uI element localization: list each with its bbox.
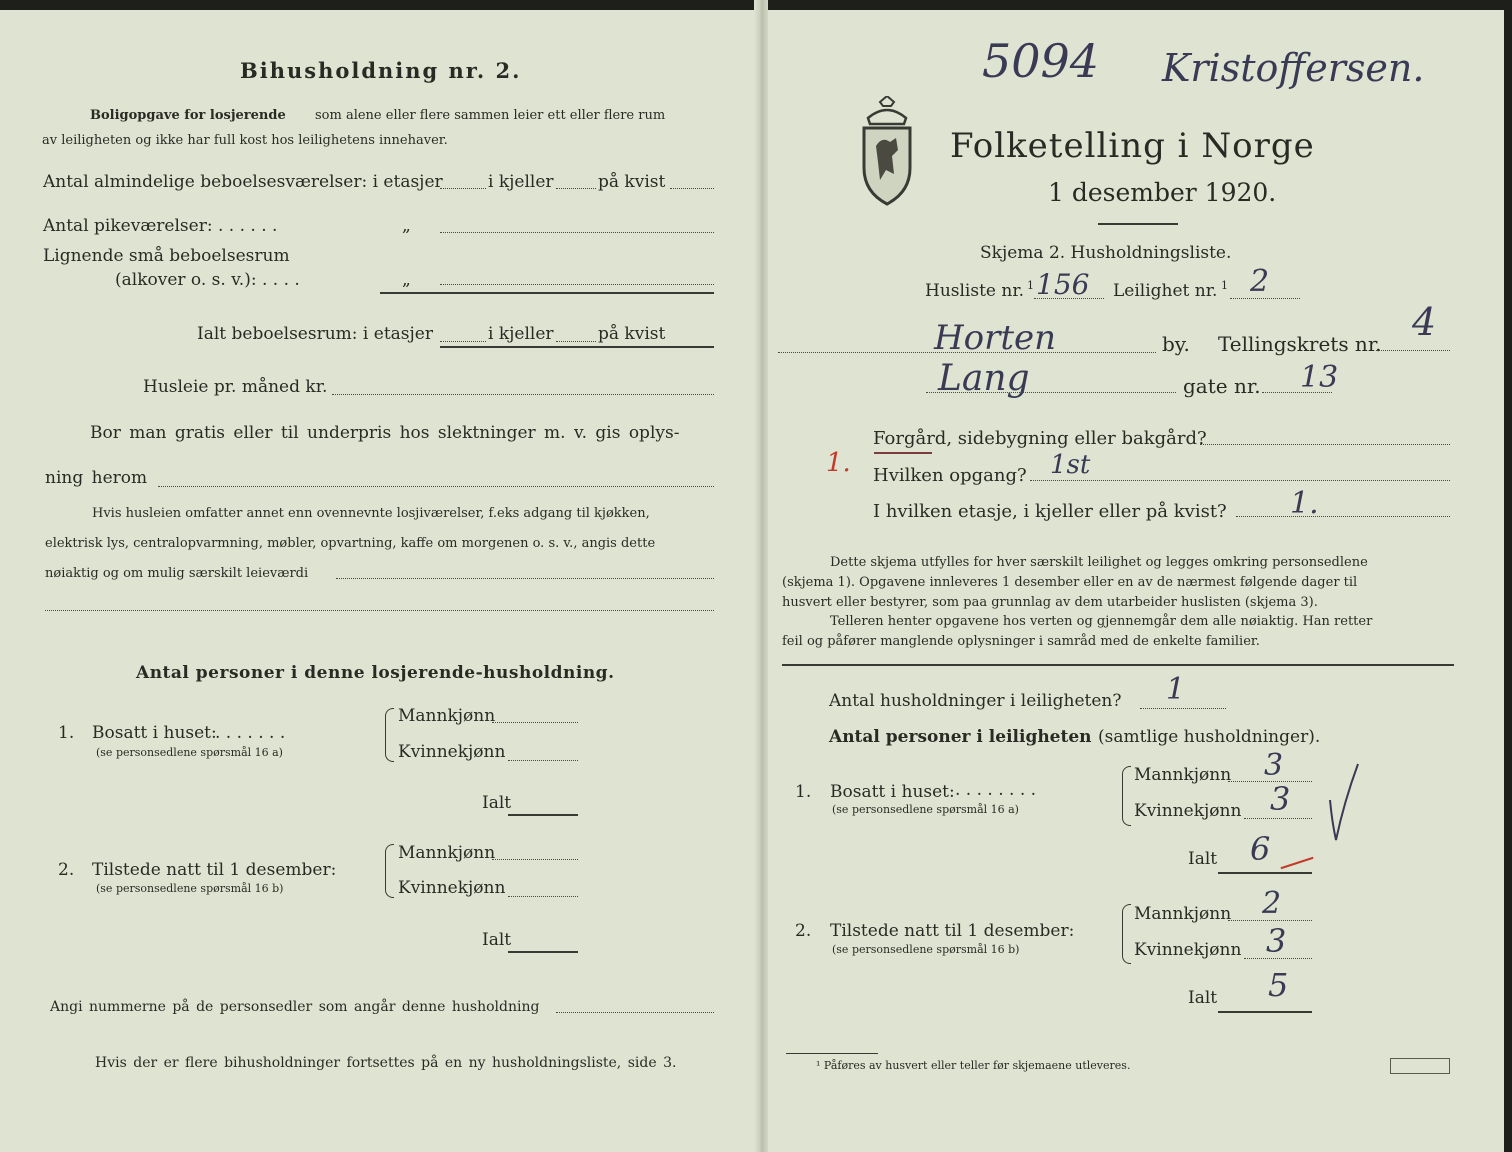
right-q1-kvinne-value[interactable]: 3 — [1270, 780, 1291, 818]
right-q2-brace — [1122, 904, 1131, 964]
gratis-line1: Bor man gratis eller til underpris hos slektninger m. v. gis oplys- — [90, 423, 680, 443]
rooms-label: Antal almindelige beboelsesværelser: i etasjer — [43, 172, 443, 192]
gate-nr-field[interactable] — [1262, 392, 1332, 393]
pike-ditto: „ — [402, 216, 411, 236]
left-q1-num: 1. — [58, 723, 75, 743]
right-q2-mann-field[interactable] — [1228, 920, 1312, 921]
info-line1: Dette skjema utfylles for hver særskilt leilighet og legges omkring personsedlene — [830, 555, 1368, 570]
right-q1-label: Bosatt i huset: — [830, 782, 955, 802]
lignende-field[interactable] — [440, 284, 714, 285]
right-q2-ialt-rule — [1218, 1011, 1312, 1013]
page-fold — [754, 0, 768, 1152]
left-q2-label: Tilstede natt til 1 desember: — [92, 860, 337, 880]
hvis-line3: nøiaktig og om mulig særskilt leieværdi — [45, 566, 309, 581]
gate-nr-value[interactable]: 13 — [1300, 360, 1339, 395]
hvis-field-2[interactable] — [45, 610, 714, 611]
ialt-rule — [440, 346, 714, 348]
opgang-label: Hvilken opgang? — [873, 465, 1027, 486]
left-heading: Bihusholdning nr. 2. — [240, 58, 522, 83]
leilighet-label: Leilighet nr. — [1113, 281, 1218, 301]
krets-value[interactable]: 4 — [1412, 300, 1437, 344]
left-q1-mann-field[interactable] — [492, 722, 578, 723]
rooms-etasjer-field[interactable] — [440, 188, 486, 189]
hvis-field-1[interactable] — [336, 578, 714, 579]
angi-field[interactable] — [556, 1012, 714, 1013]
info-line4: Telleren henter opgavene hos verten og gjennemgår dem alle nøiaktig. Han retter — [830, 614, 1373, 629]
leilighet-field[interactable] — [1230, 298, 1300, 299]
left-q2-brace — [385, 844, 394, 898]
left-q1-dots: . . . . . . . — [215, 723, 286, 743]
check-mark-icon — [1328, 762, 1362, 844]
left-q2-num: 2. — [58, 860, 75, 880]
gratis-line2: ning herom — [45, 468, 148, 488]
printer-stamp — [1390, 1058, 1450, 1074]
right-q1-ialt-rule — [1218, 872, 1312, 874]
right-q2-kvinne: Kvinnekjønn — [1134, 940, 1242, 960]
right-q1-dots: . . . . . . . . — [955, 780, 1037, 800]
footnote-rule — [786, 1053, 878, 1054]
right-q2-ialt: Ialt — [1188, 988, 1218, 1008]
angi-label: Angi nummerne på de personsedler som angår denne husholdning — [50, 999, 540, 1015]
left-q1-kvinne: Kvinnekjønn — [398, 742, 506, 762]
right-persons-bold: Antal personer i leiligheten — [829, 727, 1092, 747]
section-divider — [782, 664, 1454, 666]
right-q2-mann-value[interactable]: 2 — [1262, 886, 1282, 921]
husliste-field[interactable] — [1034, 298, 1104, 299]
rooms-kvist-label: på kvist — [598, 172, 666, 192]
ialt-kjeller-label: i kjeller — [488, 324, 554, 344]
red-tick — [1281, 857, 1314, 869]
info-line2: (skjema 1). Opgavene innleveres 1 desember eller en av de nærmest følgende dager til — [782, 575, 1358, 590]
right-footnote: ¹ Påføres av husvert eller teller før skjemaene utleveres. — [816, 1059, 1131, 1072]
rooms-kvist-field[interactable] — [670, 188, 714, 189]
hush-field[interactable] — [1140, 708, 1226, 709]
left-q1-brace — [385, 708, 394, 762]
hvis-line2: elektrisk lys, centralopvarmning, møbler, opvartning, kaffe om morgenen o. s. v., angis dette — [45, 536, 656, 551]
gratis-field[interactable] — [158, 486, 714, 487]
by-value[interactable]: Horten — [934, 318, 1057, 358]
forgard-label: Forgård, sidebygning eller bakgård? — [873, 428, 1207, 449]
info-line3: husvert eller bestyrer, som paa grunnlag av dem utarbeider huslisten (skjema 3). — [782, 595, 1318, 610]
right-q1-num: 1. — [795, 782, 812, 802]
intro-bold: Boligopgave for losjerende — [90, 108, 286, 123]
coat-of-arms-icon — [858, 96, 916, 208]
info-line5: feil og påfører manglende oplysninger i samråd med de enkelte familier. — [782, 634, 1260, 649]
lignende-ditto: „ — [402, 270, 411, 290]
right-q1-ialt: Ialt — [1188, 849, 1218, 869]
etasje-label: I hvilken etasje, i kjeller eller på kvist? — [873, 501, 1227, 522]
left-q1-note: (se personsedlene spørsmål 16 a) — [96, 746, 283, 759]
right-persons-rest: (samtlige husholdninger). — [1098, 727, 1321, 747]
hush-label: Antal husholdninger i leiligheten? — [829, 691, 1122, 711]
opgang-value[interactable]: 1st — [1050, 450, 1091, 480]
by-label: by. — [1162, 332, 1190, 356]
pike-field[interactable] — [440, 232, 714, 233]
hvis-line1: Hvis husleien omfatter annet enn ovennevnte losjiværelser, f.eks adgang til kjøkken, — [92, 506, 650, 521]
schema-label: Skjema 2. Husholdningsliste. — [980, 243, 1232, 263]
rooms-kjeller-field[interactable] — [556, 188, 596, 189]
left-q2-kvinne-field[interactable] — [508, 896, 578, 897]
lignende-line1: Lignende små beboelsesrum — [43, 246, 290, 266]
left-persons-heading: Antal personer i denne losjerende-husholdning. — [136, 663, 615, 683]
left-q2-kvinne: Kvinnekjønn — [398, 878, 506, 898]
left-q1-kvinne-field[interactable] — [508, 760, 578, 761]
forgard-underline — [874, 452, 932, 454]
archive-name: Kristoffersen. — [1162, 46, 1425, 90]
right-q2-mann: Mannkjønn — [1134, 904, 1232, 924]
leilighet-value[interactable]: 2 — [1250, 264, 1270, 299]
opgang-field[interactable] — [1030, 480, 1450, 481]
pike-label: Antal pikeværelser: . . . . . . — [43, 216, 278, 236]
scan-edge-right — [1504, 0, 1512, 1152]
left-q1-ialt-rule — [508, 814, 578, 816]
right-q1-ialt-value[interactable]: 6 — [1250, 830, 1271, 868]
red-mark: 1. — [826, 448, 851, 478]
husliste-sup: 1 — [1027, 279, 1034, 292]
right-q2-label: Tilstede natt til 1 desember: — [830, 921, 1075, 941]
krets-field[interactable] — [1376, 350, 1450, 351]
husleie-label: Husleie pr. måned kr. — [143, 377, 328, 397]
etasje-field[interactable] — [1236, 516, 1450, 517]
right-q2-note: (se personsedlene spørsmål 16 b) — [832, 943, 1020, 956]
ialt-kvist-label: på kvist — [598, 324, 666, 344]
left-q2-ialt: Ialt — [482, 930, 512, 950]
right-q1-kvinne-field[interactable] — [1244, 818, 1312, 819]
hush-value[interactable]: 1 — [1166, 672, 1186, 707]
rooms-kjeller-label: i kjeller — [488, 172, 554, 192]
right-q2-kvinne-value[interactable]: 3 — [1266, 922, 1287, 960]
form-title: Folketelling i Norge — [950, 126, 1315, 166]
right-q1-mann: Mannkjønn — [1134, 765, 1232, 785]
ialt-etasjer-field[interactable] — [440, 341, 486, 342]
form-date: 1 desember 1920. — [1048, 178, 1277, 207]
left-q2-mann-field[interactable] — [492, 859, 578, 860]
husliste-value[interactable]: 156 — [1036, 268, 1090, 301]
date-rule — [1098, 223, 1178, 225]
right-q1-kvinne: Kvinnekjønn — [1134, 801, 1242, 821]
lignende-rule — [380, 292, 714, 294]
left-q1-mann: Mannkjønn — [398, 706, 496, 726]
husleie-field[interactable] — [332, 394, 714, 395]
intro-rest: som alene eller flere sammen leier ett eller flere rum — [315, 108, 666, 123]
left-q2-ialt-rule — [508, 951, 578, 953]
right-q1-note: (se personsedlene spørsmål 16 a) — [832, 803, 1019, 816]
left-footer: Hvis der er flere bihusholdninger fortsettes på en ny husholdningsliste, side 3. — [95, 1055, 677, 1071]
right-q2-num: 2. — [795, 921, 812, 941]
left-q2-note: (se personsedlene spørsmål 16 b) — [96, 882, 284, 895]
gate-value[interactable]: Lang — [938, 358, 1030, 399]
right-q2-kvinne-field[interactable] — [1244, 958, 1312, 959]
by-field[interactable] — [778, 352, 1156, 353]
intro-line2: av leiligheten og ikke har full kost hos leilighetens innehaver. — [42, 133, 448, 148]
krets-label: Tellingskrets nr. — [1218, 332, 1382, 356]
ialt-rum-label: Ialt beboelsesrum: i etasjer — [197, 324, 433, 344]
gate-label: gate nr. — [1183, 374, 1261, 398]
etasje-value[interactable]: 1. — [1290, 486, 1319, 521]
left-q2-mann: Mannkjønn — [398, 843, 496, 863]
left-q1-label: Bosatt i huset: — [92, 723, 217, 743]
right-q2-ialt-value[interactable]: 5 — [1268, 966, 1289, 1004]
forgard-field[interactable] — [1200, 444, 1450, 445]
leilighet-sup: 1 — [1221, 279, 1228, 292]
archive-number: 5094 — [982, 34, 1100, 88]
husliste-label: Husliste nr. — [925, 281, 1025, 301]
lignende-line2: (alkover o. s. v.): . . . . — [115, 270, 300, 290]
right-q1-brace — [1122, 766, 1131, 826]
gate-field[interactable] — [926, 392, 1176, 393]
left-q1-ialt: Ialt — [482, 793, 512, 813]
right-q1-mann-value[interactable]: 3 — [1264, 748, 1284, 783]
ialt-kjeller-field[interactable] — [556, 341, 596, 342]
